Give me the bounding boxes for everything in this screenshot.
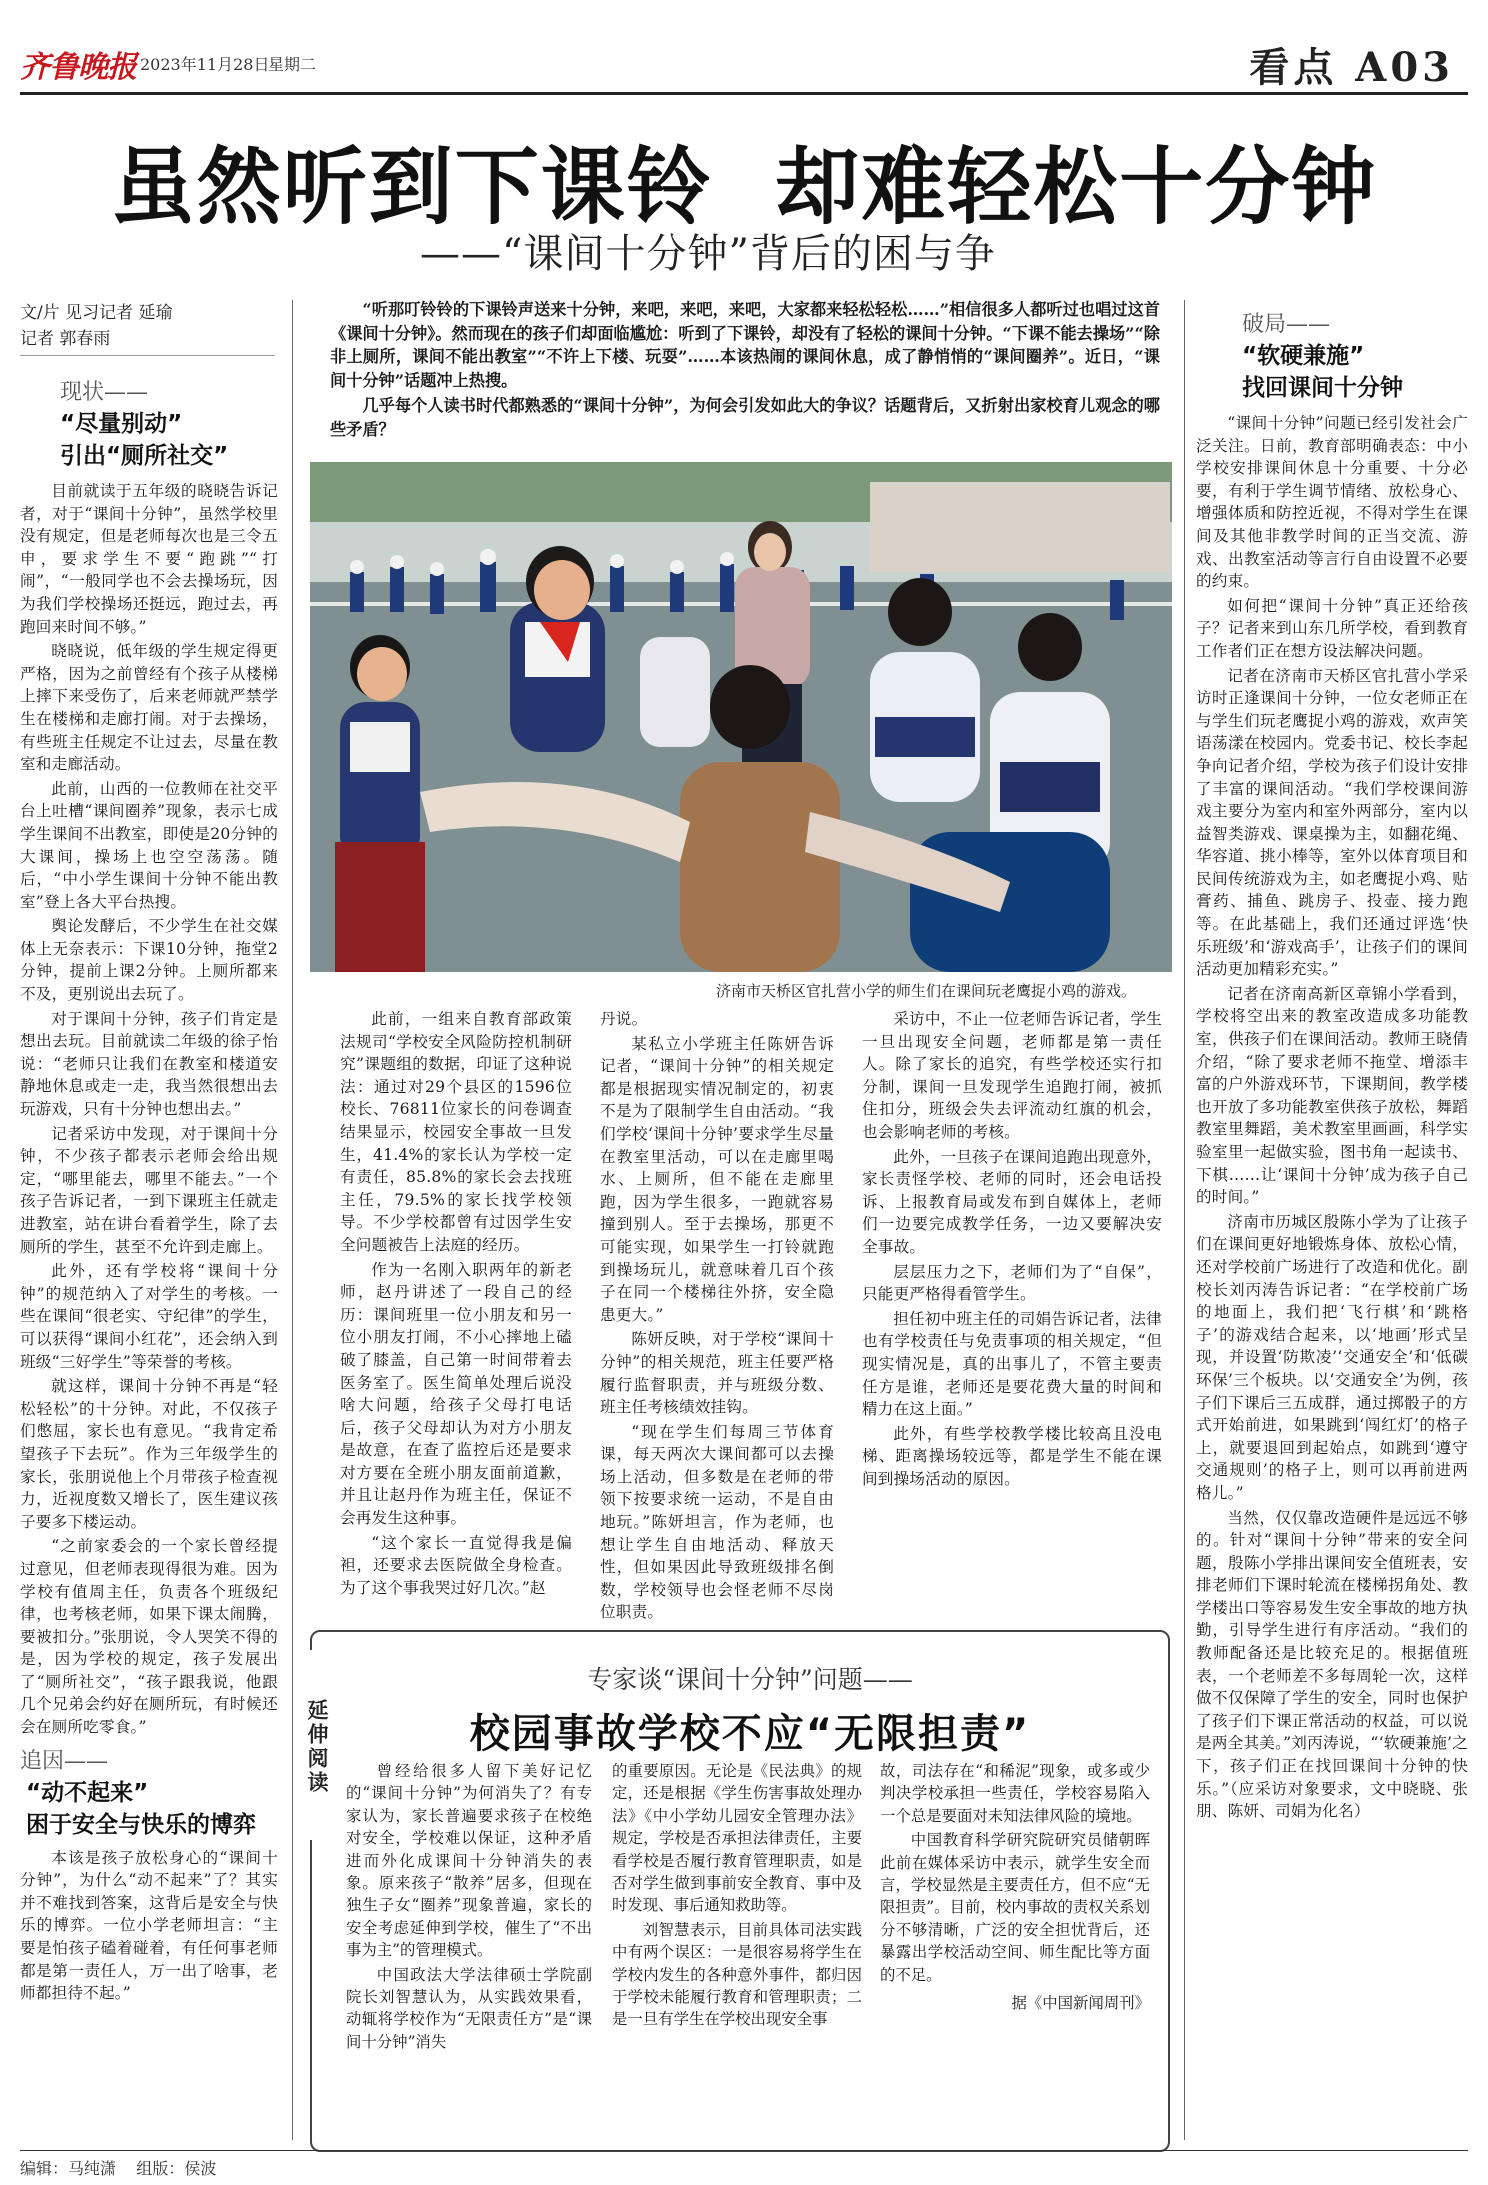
paragraph: 晓晓说，低年级的学生规定得更严格，因为之前曾经有个孩子从楼梯上摔下来受伤了，后来老师就严禁学生在楼梯和走廊打闹。对于去操场，有些班主任规定不让过去，尽量在教室和走廊活动。 — [20, 642, 278, 774]
paragraph: 故，司法存在“和稀泥”现象，或多或少判决学校承担一些责任，学校容易陷入一个总是要面对未知法律风险的境地。 — [880, 1762, 1150, 1825]
section-title: “尽量别动” — [60, 411, 183, 437]
headline: 虽然听到下课铃 却难轻松十分钟 — [110, 138, 1378, 236]
footer-credits: 编辑：马纯潇 组版：侯波 — [20, 2159, 217, 2178]
photo-caption: 济南市天桥区官扎营小学的师生们在课间玩老鹰捉小鸡的游戏。 — [716, 982, 1137, 1000]
box-column-1 — [346, 1760, 592, 2055]
article-intro — [330, 298, 1160, 443]
paragraph: 此前，一组来自教育部政策法规司“学校安全风险防控机制研究”课题组的数据，印证了这种说法：通过对29个县区的1596位校长、76811位家长的问卷调查结果显示，校园安全事故一旦发生，41.4%的家长认为学校一定有责任，85.8%的家长会去找班主任，79.5%的家长找学校领导。不少学校都曾有过因学生安全问题被告上法庭的经历。 — [340, 1010, 572, 1254]
paragraph: 此外，一旦孩子在课间追跑出现意外，家长责怪学校、老师的同时，还会电话投诉、上报教育局或发布到自媒体上，老师们一边要完成教学任务，一边又要解决安全事故。 — [862, 1147, 1162, 1256]
section-heading-cause — [20, 1747, 278, 1841]
paragraph: 曾经给很多人留下美好记忆的“课间十分钟”为何消失了？有专家认为，家长普遍要求孩子在校绝对安全，学校难以保证，这种矛盾进而外化成课间十分钟消失的表象。原来孩子“散养”居多，但现在独生子女“圈养”现象普遍，家长的安全考虑延伸到学校，催生了“不出事为主”的管理模式。 — [346, 1762, 592, 1960]
column-1 — [20, 378, 278, 2007]
paragraph: “现在学生们每周三节体育课，每天两次大课间都可以去操场上活动，但多数是在老师的带领下按要求统一运动，不是自由地玩。”陈妍坦言，作为老师，也想让学生自由地活动、释放天性，但如果因此导致班级排名倒数，学校领导也会怪老师不尽岗位职责。 — [600, 1422, 834, 1622]
newspaper-logo: 齐鲁晚报 — [20, 50, 136, 85]
issue-weekday: 星期二 — [268, 55, 317, 74]
paragraph: 中国教育科学研究院研究员储朝晖此前在媒体采访中表示，就学生安全而言，学校显然是主要责任方，但不应“无限担责”。目前，校内事故的责权关系划分不够清晰，广泛的安全担忧背后，还暴露出学校活动空间、师生配比等方面的不足。 — [880, 1831, 1150, 1984]
paragraph: 中国政法大学法律硕士学院副院长刘智慧认为，从实践效果看，动辄将学校作为“无限责任方”是“课间十分钟”消失 — [346, 1965, 592, 2051]
intro-paragraph: 几乎每个人读书时代都熟悉的“课间十分钟”，为何会引发如此大的争议？话题背后，又折射出家校育儿观念的哪些矛盾？ — [330, 396, 1160, 439]
paragraph: 作为一名刚入职两年的新老师，赵丹讲述了一段自己的经历：课间班里一位小朋友和另一位小朋友打闹，不小心摔地上磕破了膝盖，自己第一时间带着去医务室了。医生简单处理后说没啥大问题，给孩子父母打电话后，孩子父母却认为对方小朋友是故意，在查了监控后还是要求对方要在全班小朋友面前道歉，并且让赵丹作为班主任，保证不会再发生这种事。 — [340, 1260, 572, 1528]
paragraph: 的重要原因。无论是《民法典》的规定，还是根据《学生伤害事故处理办法》《中小学幼儿园安全管理办法》规定，学校是否承担法律责任，主要看学校是否履行教育管理职责，如是否对学生做到事前安全教育、事中及时发现、事后通知救助等。 — [612, 1762, 862, 1915]
paragraph: 陈妍反映，对于学校“课间十分钟”的相关规范，班主任要严格履行监督职责，并与班级分数、班主任考核绩效挂钩。 — [600, 1330, 834, 1417]
column-divider — [1184, 300, 1185, 2140]
paragraph: 如何把“课间十分钟”真正还给孩子？记者来到山东几所学校，看到教育工作者们正在想方设法解决问题。 — [1196, 596, 1468, 660]
byline-authors: 文/片 见习记者 延瑜 — [20, 303, 173, 323]
paragraph: 记者采访中发现，对于课间十分钟，不少孩子都表示老师会给出规定，“哪里能去，哪里不能去。”一个孩子告诉记者，一到下课班主任就走进教室，站在讲台看着学生，除了去厕所的学生，甚至不允许到走廊上。 — [20, 1124, 278, 1256]
box-title: 校园事故学校不应“无限担责” — [469, 1711, 1031, 1757]
photo-illustration — [310, 462, 1172, 972]
paragraph: 此外，有些学校教学楼比较高且没电梯、距离操场较远等，都是学生不能在课间到操场活动的原因。 — [862, 1424, 1162, 1488]
column-5 — [1196, 310, 1468, 1825]
paragraph: 本该是孩子放松身心的“课间十分钟”，为什么“动不起来”了？其实并不难找到答案，这背后是安全与快乐的博弈。一位小学老师坦言：“主要是怕孩子磕着碰着，有任何事老师都是第一责任人，万一出了啥事，老师都担待不起。” — [20, 1848, 278, 2003]
paragraph: 对于课间十分钟，孩子们肯定是想出去玩。目前就读二年级的徐子怡说：“老师只让我们在教室和楼道安静地休息或走一走，我当然很想出去玩游戏，只有十分钟也想出去。” — [20, 1009, 278, 1119]
section-heading-solution — [1196, 310, 1468, 404]
paragraph: 层层压力之下，老师们为了“自保”，只能更严格得看管学生。 — [862, 1262, 1162, 1304]
paragraph: 目前就读于五年级的晓晓告诉记者，对于“课间十分钟”，虽然学校里没有规定，但是老师每次也是三令五申，要求学生不要“跑跳”“打闹”，“一般同学也不会去操场玩，因为我们学校操场还挺远，跑过去，再跑回来时间不够。” — [20, 482, 278, 636]
paragraph: 就这样，课间十分钟不再是“轻松轻松”的十分钟。对此，不仅孩子们憋屈，家长也有意见。“我肯定希望孩子下去玩”。作为三年级学生的家长，张朋说他上个月带孩子检查视力，近视度数又增长了，医生建议孩子要多下楼运动。 — [20, 1377, 278, 1531]
paragraph: 舆论发酵后，不少学生在社交媒体上无奈表示：下课10分钟，拖堂2分钟，提前上课2分钟。上厕所都来不及，更别说出去玩了。 — [20, 917, 278, 1004]
column-3 — [600, 1008, 834, 1626]
column-2 — [340, 1008, 572, 1601]
section-title: 困于安全与快乐的博弈 — [26, 1811, 256, 1838]
section-label: 追因—— — [20, 1748, 109, 1774]
footer-rule — [20, 2150, 1468, 2151]
paragraph: 刘智慧表示，目前具体司法实践中有两个误区：一是很容易将学生在学校内发生的各种意外事件，都归因于学校未能履行教育和管理职责；二是一旦有学生在学校出现安全事 — [612, 1920, 862, 2029]
byline — [20, 300, 270, 352]
byline-reporter: 记者 郭春雨 — [20, 329, 111, 349]
box-column-2 — [612, 1760, 862, 2033]
paragraph: “这个家长一直觉得我是偏袒，还要求去医院做全身检查。为了这个事我哭过好几次。”赵 — [340, 1533, 572, 1597]
column-4 — [862, 1008, 1162, 1492]
section-heading-status — [20, 378, 278, 472]
section-title: 引出“厕所社交” — [60, 443, 229, 469]
section-title: 找回课间十分钟 — [1242, 375, 1403, 401]
sub-headline: ——“课间十分钟”背后的困与争 — [420, 231, 996, 277]
byline-rule — [20, 355, 275, 356]
section-label: 破局—— — [1242, 312, 1331, 337]
paragraph: “之前家委会的一个家长曾经提过意见，但老师表现得很为难。因为学校有值周主任，负责各个班级纪律，也考核老师，如果下课太闹腾，要被扣分。”张朋说，令人哭笑不得的是，因为学校的规定，孩子发展出了“厕所社交”，“孩子跟我说，他跟几个兄弟会约好在厕所玩，有时候还会在厕所吃零食。” — [20, 1537, 278, 1737]
box-source: 据《中国新闻周刊》 — [1011, 1994, 1150, 2013]
paragraph: 此前，山西的一位教师在社交平台上吐槽“课间圈养”现象，表示七成学生课间不出教室，即使是20分钟的大课间，操场上也空空荡荡。随后，“中小学生课间十分钟不能出教室”登上各大平台热搜。 — [20, 779, 278, 911]
paragraph: 济南市历城区殷陈小学为了让孩子们在课间更好地锻炼身体、放松心情，还对学校前广场进行了改造和优化。副校长刘丙涛告诉记者：“在学校前广场的地面上，我们把‘飞行棋’和‘跳格子’的游戏结合起来，以‘地画’形式呈现，并设置‘防欺凌’‘交通安全’和‘低碳环保’三个板块。以‘交通安全’为例，孩子们下课后三五成群，通过掷骰子的方式开始前进，如果跳到‘闯红灯’的格子上，就要退回到起始点，如跳到‘遵守交通规则’的格子上，则可以再前进两格儿。” — [1196, 1212, 1468, 1502]
page-section: 看点 A03 — [1249, 44, 1454, 91]
issue-date: 2023年11月28日 — [140, 55, 270, 74]
extended-reading-label: 延伸阅读 — [302, 1650, 332, 1840]
paragraph: 当然，仅仅靠改造硬件是远远不够的。针对“课间十分钟”带来的安全问题，殷陈小学排出课间安全值班表，安排老师们下课时轮流在楼梯拐角处、教学楼出口等容易发生安全事故的地方执勤，引导学生进行有序活动。“我们的教师配备还是比较充足的。根据值班表，一个老师差不多每周轮一次，这样做不仅保障了学生的安全，同时也保护了孩子们下课正常活动的权益，可以说是两全其美。”刘丙涛说，“‘软硬兼施’之下，孩子们正在找回课间十分钟的快乐。”（应采访对象要求，文中晓晓、张朋、陈妍、司娟为化名） — [1196, 1508, 1468, 1821]
intro-paragraph: “听那叮铃铃的下课铃声送来十分钟，来吧，来吧，来吧，大家都来轻松轻松……”相信很多人都听过也唱过这首《课间十分钟》。然而现在的孩子们却面临尴尬：听到了下课铃，却没有了轻松的课间十分钟。“下课不能去操场”“除非上厕所，课间不能出教室”“不许上下楼、玩耍”……本该热闹的课间休息，成了静悄悄的“课间圈养”。近日，“课间十分钟”话题冲上热搜。 — [330, 300, 1160, 390]
paragraph: 记者在济南市天桥区官扎营小学采访时正逢课间十分钟，一位女老师正在与学生们玩老鹰捉小鸡的游戏，欢声笑语荡漾在校园内。党委书记、校长李起争向记者介绍，学校为孩子们设计安排了丰富的课间活动。“我们学校课间游戏主要分为室内和室外两部分，室内以益智类游戏、课桌操为主，如翻花绳、华容道、挑小棒等，室外以体育项目和民间传统游戏为主，如老鹰捉小鸡、贴膏药、捕鱼、跳房子、投壶、接力跑等。在此基础上，我们还通过评选‘快乐班级’和‘游戏高手’，让孩子们的课间活动更加精彩充实。” — [1196, 666, 1468, 979]
section-title: “软硬兼施” — [1242, 343, 1365, 369]
box-column-3 — [880, 1760, 1150, 2016]
header-rule — [20, 92, 1468, 95]
paragraph: 此外，还有学校将“课间十分钟”的规范纳入了对学生的考核。一些在课间“很老实、守纪律”的学生，可以获得“课间小红花”，还会纳入到班级“三好学生”等荣誉的考核。 — [20, 1262, 278, 1371]
paragraph: 担任初中班主任的司娟告诉记者，法律也有学校责任与免责事项的相关规定，“但现实情况是，真的出事儿了，不管主要责任方是谁，老师还是要花费大量的时间和精力在这上面。” — [862, 1309, 1162, 1419]
box-subtitle: 专家谈“课间十分钟”问题—— — [587, 1665, 913, 1694]
section-title: “动不起来” — [26, 1779, 149, 1806]
column-divider — [292, 300, 293, 2140]
news-photo — [310, 462, 1172, 972]
paragraph: 采访中，不止一位老师告诉记者，学生一旦出现安全问题，老师都是第一责任人。除了家长的追究，有些学校还实行扣分制，课间一旦发现学生追跑打闹，被抓住扣分，班级会失去评流动红旗的机会，也会影响老师的考核。 — [862, 1010, 1162, 1141]
paragraph: “课间十分钟”问题已经引发社会广泛关注。日前，教育部明确表态：中小学校安排课间休息十分重要、十分必要，有利于学生调节情绪、放松身心、增强体质和防控近视，不得对学生在课间及其他非教学时间的正当交流、游戏、出教室活动等言行自由设置不必要的约束。 — [1196, 414, 1468, 591]
paragraph: 记者在济南高新区章锦小学看到，学校将空出来的教室改造成多功能教室，供孩子们在课间活动。教师王晓倩介绍，“除了要求老师不拖堂、增添丰富的户外游戏环节，下课期间，教学楼也开放了多功能教室供孩子放松，舞蹈教室里舞蹈，美术教室里画画，科学实验室里一起做实验，图书角一起读书、下棋……让‘课间十分钟’成为孩子自己的时间。” — [1196, 984, 1468, 1207]
paragraph: 某私立小学班主任陈妍告诉记者，“课间十分钟”的相关规定都是根据现实情况制定的，初衷不是为了限制学生自由活动。“我们学校‘课间十分钟’要求学生尽量在教室里活动，可以在走廊里喝水、上厕所，但不能在走廊里跑，因为学生很多，一跑就容易撞到别人。至于去操场，那更不可能实现，如果学生一打铃就跑到操场玩儿，就意味着几百个孩子在同一个楼梯往外挤，安全隐患更大。” — [600, 1034, 834, 1324]
section-label: 现状—— — [60, 380, 149, 405]
paragraph: 丹说。 — [600, 1010, 648, 1028]
